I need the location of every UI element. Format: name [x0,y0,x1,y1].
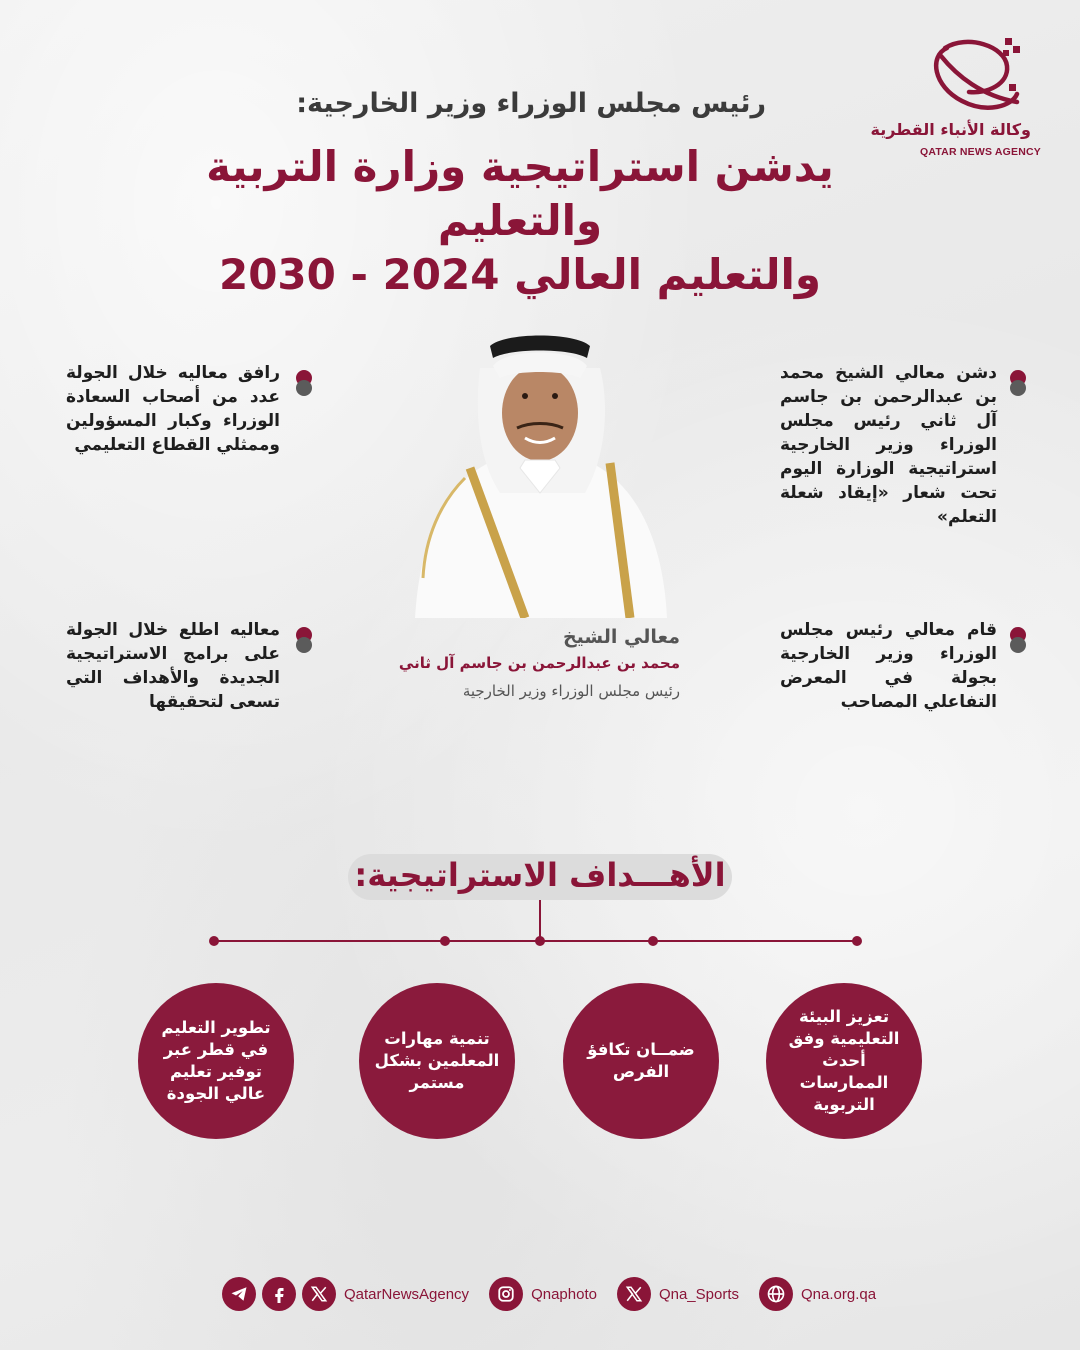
social-handle-instagram[interactable]: Qnaphoto [531,1285,597,1303]
goal-equal-opportunity: ضمــان تكافؤ الفرص [563,983,719,1139]
connector-dot [852,936,862,946]
goal-teacher-skills: تنمية مهارات المعلمين بشكل مستمر [359,983,515,1139]
goal-quality-education: تطوير التعليم في قطر عبر توفير تعليم عالي الجودة [138,983,294,1139]
instagram-icon[interactable] [489,1277,523,1311]
bullet-launch: دشن معالي الشيخ محمد بن عبدالرحمن بن جاسم آل ثاني رئيس مجلس الوزراء وزير الخارجية استراتيجية الوزارة اليوم تحت شعار «إيقاد شعلة التعلم» [780,363,997,527]
social-handle-x[interactable]: QatarNewsAgency [344,1285,470,1303]
portrait-role: رئيس مجلس الوزراء وزير الخارجية [462,682,680,700]
x-icon[interactable] [617,1277,651,1311]
bullet-dot-icon [296,370,312,396]
qna-logo [870,36,1055,166]
connector-dot [648,936,658,946]
bullet-exhibition-tour: قام معالي رئيس مجلس الوزراء وزير الخارجية بجولة في المعرض التفاعلي المصاحب [780,620,997,712]
logo-english-text: QATAR NEWS AGENCY [919,146,1041,158]
goal-learning-environment: تعزيز البيئة التعليمية وفق أحدث الممارسات التربوية [766,983,922,1139]
facebook-icon[interactable] [262,1277,296,1311]
bullet-dot-icon [1010,370,1026,396]
headline-line-2: والتعليم العالي 2024 - 2030 [218,250,821,299]
x-icon[interactable] [302,1277,336,1311]
bullet-dot-icon [1010,627,1026,653]
portrait-honorific: معالي الشيخ [562,626,680,648]
bullet-dot-icon [296,627,312,653]
headline [150,140,890,302]
social-footer [222,1276,890,1312]
logo-arabic-text: وكالة الأنباء القطرية [870,120,1031,139]
connector-dot [440,936,450,946]
bullet-programs: معاليه اطلع خلال الجولة على برامج الاستراتيجية الجديدة والأهداف التي تسعى لتحقيقها [66,620,280,712]
headline-kicker: رئيس مجلس الوزراء وزير الخارجية: [296,88,766,119]
portrait-photo [405,318,675,618]
globe-icon[interactable] [759,1277,793,1311]
goals-title: الأهـــداف الاستراتيجية: [354,856,726,894]
social-handle-x-sports[interactable]: Qna_Sports [658,1285,739,1303]
connector-stem [539,900,541,941]
qna-orbit-logo-icon [927,36,1037,116]
website-link[interactable]: Qna.org.qa [801,1285,877,1303]
headline-line-1: يدشن استراتيجية وزارة التربية والتعليم [206,142,834,245]
portrait-name: محمد بن عبدالرحمن بن جاسم آل ثاني [398,654,680,672]
connector-dot [535,936,545,946]
connector-dot [209,936,219,946]
bullet-accompanied: رافق معاليه خلال الجولة عدد من أصحاب السعادة الوزراء وكبار المسؤولين وممثلي القطاع التعليمي [66,363,280,455]
telegram-icon[interactable] [222,1277,256,1311]
